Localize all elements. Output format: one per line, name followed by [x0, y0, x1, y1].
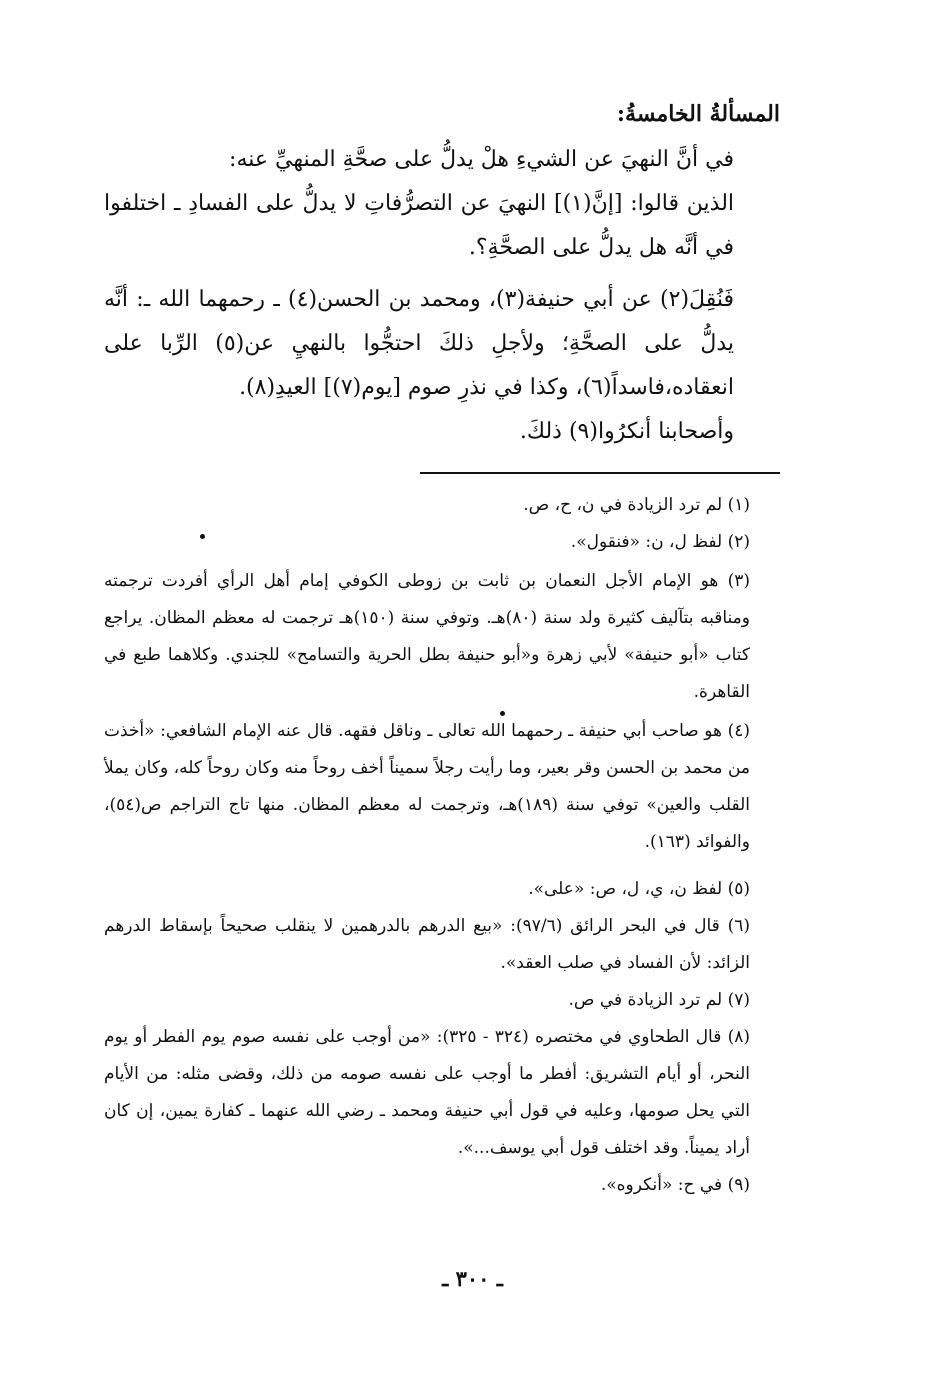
footnotes	[104, 487, 780, 1204]
page-number: ـ ٣٠٠ ـ	[442, 1266, 503, 1291]
footnote-6: (٦) قال في البحر الرائق (٩٧/٦): «بيع الدرهم بالدرهمين لا ينقلب صحيحاً بإسقاط الدرهم الزائد: لأن الفساد في صلب العقد».	[104, 916, 750, 973]
footnote-3: (٣) هو الإمام الأجل النعمان بن ثابت بن زوطى الكوفي إمام أهل الرأي أفردت ترجمته ومناقبه بتآليف كثيرة ولد سنة (٨٠)هـ. وتوفي سنة (١٥٠)هـ ترجمت له معظم المظان. يراجع كتاب «أبو حنيفة» لأبي زهرة و«أبو حنيفة بطل الحرية والتسامح» للجندي. وكلاهما طبع في القاهرة.	[104, 571, 750, 702]
section-heading: المسألةُ الخامسةُ:	[616, 101, 780, 127]
ink-speck	[200, 534, 205, 539]
footnote-8: (٨) قال الطحاوي في مختصره (٣٢٤ - ٣٢٥): «من أوجب على نفسه صوم يوم الفطر أو يوم النحر، أو أيام التشريق: أفطر ما أوجب على نفسه صومه من ذلك، وقضى مثله: من الأيام التي يحل صومها، وعليه في قول أبي حنيفة ومحمد ـ رضي الله عنهما ـ كفارة يمين، إن كان أراد يميناً. وقد اختلف قول أبي يوسف...».	[104, 1027, 750, 1158]
paragraph-disagreement: الذين قالوا: [إنَّ(١)] النهيَ عن التصرُّفاتِ لا يدلُّ على الفسادِ ـ اختلفوا في أنَّه هل يدلُّ على الصحَّةِ؟.	[104, 191, 735, 260]
footnote-2: (٢) لفظ ل، ن: «فنقول».	[570, 532, 750, 552]
paragraph-question: في أنَّ النهيَ عن الشيءِ هلْ يدلُّ على صحَّةِ المنهيِّ عنه:	[229, 147, 734, 172]
ink-speck	[500, 711, 505, 716]
paragraph-hanafi-view: فَنُقِلَ(٢) عن أبي حنيفة(٣)، ومحمد بن الحسن(٤) ـ رحمهما الله ـ: أنَّه يدلُّ على الصحَّةِ؛ ولأجلِ ذلكَ احتجُّوا بالنهيِ عن(٥) الرِّبا على انعقاده،فاسداً(٦)، وكذا في نذرِ صوم [يوم(٧)] العيدِ(٨).	[104, 287, 734, 400]
footnote-4: (٤) هو صاحب أبي حنيفة ـ رحمهما الله تعالى ـ وناقل فقهه. قال عنه الإمام الشافعي: «أخذت من محمد بن الحسن وقر بعير، وما رأيت رجلاً سميناً أخف روحاً منه وكان روحاً كله، وكان يملأ القلب والعين» توفي سنة (١٨٩)هـ، وترجمت له معظم المظان. منها تاج التراجم ص(٥٤)، والفوائد (١٦٣).	[104, 721, 751, 852]
paragraph-our-view: وأصحابنا أنكرُوا(٩) ذلكَ.	[519, 419, 734, 444]
footnote-7: (٧) لم ترد الزيادة في ص.	[568, 990, 750, 1010]
footnote-5: (٥) لفظ ن، ي، ل، ص: «على».	[528, 879, 750, 899]
footnote-separator	[420, 472, 780, 474]
footnote-1: (١) لم ترد الزيادة في ن، ح، ص.	[523, 495, 750, 515]
main-text	[104, 92, 780, 454]
footnote-9: (٩) في ح: «أنكروه».	[600, 1175, 750, 1195]
